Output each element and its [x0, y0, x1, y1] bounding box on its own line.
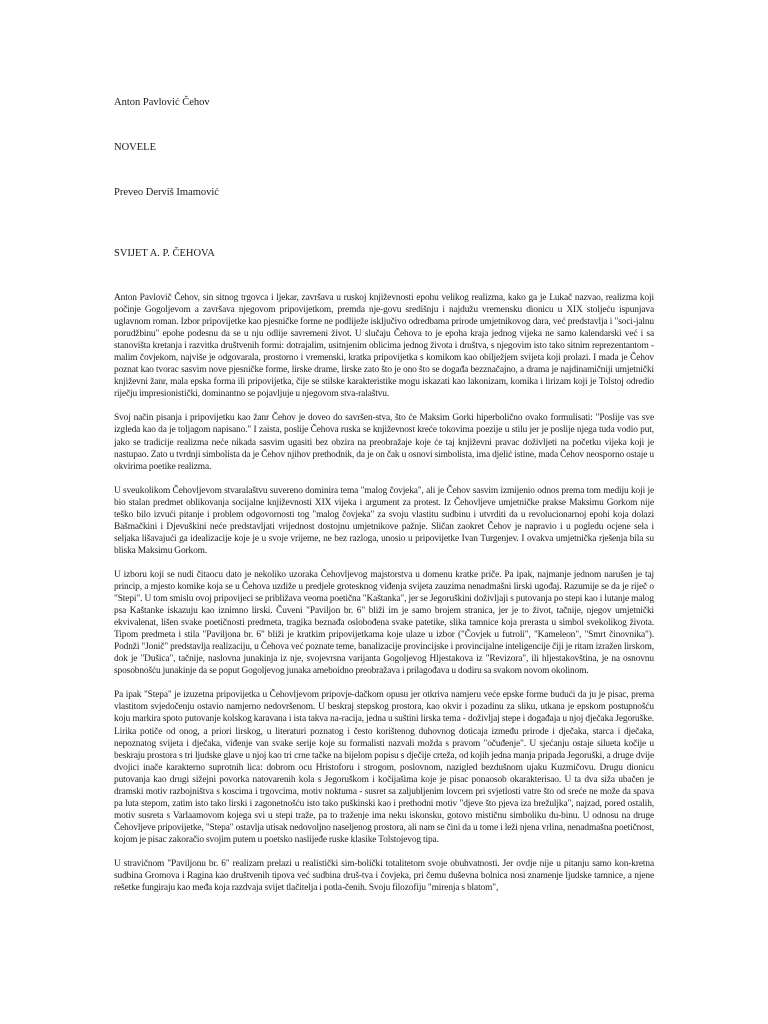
- paragraph: U stravičnom "Paviljonu br. 6" realizam prelazi u realistički sim-bolički totalitetom svoje obuhvatnosti. Jer ovdje nije u pitanju samo kon-kretna sudbina Gromova i Ragina kao društvenih tipova već sudbina druš-tva i čovjeka, pri čemu duševna bolnica nosi znamenje ljudske tamnice, a njene rešetke fungiraju kao međa koja razdvaja svijet tlačitelja i potla-čenih. Svoju filozofiju "mirenja s blatom",: [114, 858, 654, 894]
- section-title: SVIJET A. P. ČEHOVA: [114, 248, 215, 259]
- paragraph: Anton Pavlovič Čehov, sin sitnog trgovca i ljekar, završava u ruskoj književnosti epohu velikog realizma, kako ga je Lukač nazvao, realizma koji počinje Gogoljevom a završava njegovom pripovijetkom, premda nje-govu središnju i najdužu vremensku dionicu u XIX stoljeću ispunjava uglavnom roman. Izbor pripovijetke kao pjesničke forme ne podliježe isključivo odredbama prirode umjetnikovog dara, već predstavlja i "soci-jalnu porudžbinu" epohe podesnu da se u nju odlije savremeni život. U slučaju Čehova to je epoha kraja jednog vijeka ne samo kalendarski već i sa stanovišta kretanja i razvitka društvenih formi: dotrajalim, usitnjenim oblicima jednog života i društva, s njegovim isto tako sitnim reprezentantom - malim čovjekom, najviše je odgovarala, prostorno i vremenski, kratka pripovijetka s komikom kao obilježjem svijeta koji prolazi. I mada je Čehov poznat kao tvorac sasvim nove pjesničke forme, lirske drame, lirske zato što je ono što se događa bezznačajno, a drama je najdinamičniji umjetnički književni žanr, mala epska forma ili pripovijetka, čije se stilske karakteristike mogu iskazati kao lakonizam, komika i lirizam koji je Tolstoj odredio riječju impresionistički, dominantno se pojavljuje u njegovom stva-ralaštvu.: [114, 293, 654, 400]
- body-text: [114, 292, 654, 906]
- paragraph: U sveukolikom Čehovljevom stvaralaštvu suvereno dominira tema "malog čovjeka", ali je Čehov sasvim izmijenio odnos prema tom mediju koji je bio stalan predmet oblikovanja socijalne književnosti XIX vijeka i argument za protest. Iz Čehovljeve umjetničke prakse Maksimu Gorkom nije teško bilo izvući pitanje i problem odgovornosti tog "malog čovjeka" za svoju vlastitu sudbinu i utvrditi da u revolucionarnoj epohi koja dolazi Bašmačkini i Djevuškini neće predstavljati vrijednost dostojnu umjetnikove pažnje. Sličan zaokret Čehov je napravio i u pogledu ocjene sela i seljaka lišavajući ga idealizacije koje je u svoje vrijeme, ne bez razloga, unosio u pripovijetke Ivan Turgenjev. I ovakva umjetnička rješenja bila su bliska Maksimu Gorkom.: [114, 485, 654, 556]
- author-name: Anton Pavlović Čehov: [114, 97, 210, 108]
- paragraph: Pa ipak "Stepa" je izuzetna pripovijetka u Čehovljevom pripovje-dačkom opusu jer otkriva namjeru veće epske forme budući da ju je pisac, prema vlastitom svjedočenju ostavio namjerno nedovršenom. U beskraj stepskog prostora, kao okvir i pozadinu za sliku, utkana je epskom postupnošću koju markira spoto putovanje kolskog karavana i ista takva na-racija, jedna u suštini lirska tema - doživljaj stepe i događaja u njoj dječaka Jegoruške. Lirika potiče od onog, a priori lirskog, u literaturi poznatog i često korištenog duhovnog doticaja između prirode i dječaka, starca i dječaka, nepoznatog svijeta i dječaka, viđenje van svake serije koje su formalisti nazvali možda s pravom "očuđenje". U sjećanju ostaje silueta kočije u beskraju prostora s tri ljudske glave u njoj kao tri crne tačke na bijelom popisu s dječije crteža, od kojih jedna manja pripada Jegoruški, a druge dvije dvojici inače karakterno suprotnih lica: dobrom ocu Hristoforu i strogom, poslovnom, nazigled bezdušnom ujaku Kuzmičovu. Drugu dionicu putovanja kao drugi sižejni povorka natovarenih kola s Jegoruškom i kočijašima koje je pisac ponaosob okarakterisao. U ta dva siža ubačen je dramski motiv razbojništva s koscima i trgovcima, motiv noktuma - susret sa zaljubljenim lovcem pri svjetlosti vatre što od sreće ne može da spava pa luta stepom, zatim isto tako lirski i zagonetnošću isto tako puškinski kao i prethodni motiv "djeve što pjeva iza brežuljka", najzad, pored ostalih, motiv susreta s Varlaamovom kojega svi u stepi traže, pa to traženje ima neku iskonsku, gotovo mističnu simboliku du-binu. U odnosu na druge Čehovljeve pripovijetke, "Stepa" ostavlja utisak nedovoljno naseljenog prostora, ali nam se čini da u tome i leži njena vrlina, nenadmašna poetičnost, kojom je pisac zakoračio svojim putem u poetsko naslijeđe ruske klasike Tolstojevog tipa.: [114, 690, 654, 845]
- translator-credit: Preveo Derviš Imamović: [114, 187, 219, 198]
- paragraph: Svoj način pisanja i pripovijetku kao žanr Čehov je doveo do savršen-stva, što će Maksim Gorki hiperbolično ovako formulisati: "Poslije vas sve izgleda kao da je toljagom napisano." I zaista, poslije Čehova ruska se književnost kreće tokovima poezije u stilu jer je poslije njega tuda vodio put, jako se tradicije realizma neće nikada sasvim ugasiti bez obzira na preobražaje koje će taj književni pravac doživljeti na početku vijeka koji je nastupao. Zato u tvrdnji simbolista da je Čehov njihov prethodnik, da je on čak u osnovi simbolista, ima djelić istine, mada Čehov neosporno ostaje u okvirima poetike realizma.: [114, 413, 654, 472]
- book-title: NOVELE: [114, 142, 156, 153]
- paragraph: U izboru koji se nudi čitaocu dato je nekoliko uzoraka Čehovljevog majstorstva u domenu kratke priče. Pa ipak, najmanje jednom narušen je taj princip, a mjesto komike koja se u Čehova uzdiže u predjele grotesknog viđenja svijeta zauzima nenadmašni lirski ugođaj. Razumije se da je riječ o "Stepi". U tom smislu ovoj pripovijeci se približava veoma poetična "Kaštanka", jer se Jegoruškini doživljaji s putovanja po stepi kao i lutanje malog psa Kaštanke iskazuju kao iznimno lirski. Čuveni "Paviljon br. 6" bliži im je samo brojem stranica, jer je to život, tačnije, njegov umjetnički ekvivalenat, lišen svake poetičnosti predmeta, tragika beznađa oslobođena svake patetike, slika tamnice koja prerasta u simbol svekolikog života. Tipom predmeta i stila "Paviljona br. 6" bliži je kratkim pripovijetkama koje ulaze u izbor ("Čovjek u futroli", "Kameleon", "Smrt činovnika"). Podnži "Jonič" predstavlja realizaciju, u Čehova već poznate teme, banalizacije provincijske i provincijalne inteligencije čiji je ritam izražen lirskom, dok je "Dušica", tačnije, naslovna junakinja iz nje, svojevrsna varijanta Gogoljevog Hljestakova iz "Revizora", ili hljestakovština, je na osnovnu sposobnošću junakinje da se poput Gogoljevog junaka ameboidno preobražava i prilagođava u dodiru sa svakom novom okolinom.: [114, 569, 654, 677]
